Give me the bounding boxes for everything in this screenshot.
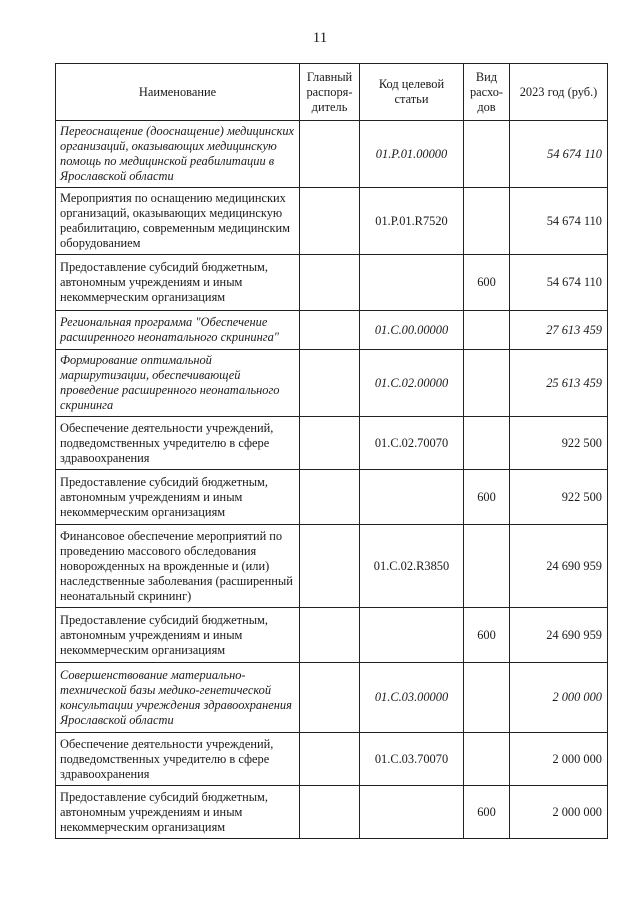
row-name: Предоставление субсидий бюджетным, автономным учреждениям и иным некоммерческим организациям: [56, 255, 300, 311]
row-main-manager: [300, 525, 360, 608]
header-expense-kind: Вид расхо-дов: [464, 64, 510, 121]
row-amount: 2 000 000: [510, 786, 608, 839]
row-name: Предоставление субсидий бюджетным, автономным учреждениям и иным некоммерческим организациям: [56, 470, 300, 525]
table-row: [56, 663, 608, 733]
row-name: Предоставление субсидий бюджетным, автономным учреждениям и иным некоммерческим организациям: [56, 608, 300, 663]
table-row: [56, 350, 608, 417]
row-main-manager: [300, 311, 360, 350]
header-amount: 2023 год (руб.): [510, 64, 608, 121]
row-main-manager: [300, 470, 360, 525]
budget-table: [55, 63, 608, 839]
row-target-code: 01.С.03.70070: [360, 733, 464, 786]
row-amount: 2 000 000: [510, 663, 608, 733]
row-name: Региональная программа "Обеспечение расширенного неонатального скрининга": [56, 311, 300, 350]
row-expense-kind: [464, 525, 510, 608]
table-row: [56, 608, 608, 663]
row-target-code: 01.С.02.00000: [360, 350, 464, 417]
row-name: Предоставление субсидий бюджетным, автономным учреждениям и иным некоммерческим организациям: [56, 786, 300, 839]
row-target-code: 01.С.03.00000: [360, 663, 464, 733]
row-amount: 27 613 459: [510, 311, 608, 350]
row-main-manager: [300, 663, 360, 733]
row-name: Обеспечение деятельности учреждений, подведомственных учредителю в сфере здравоохранения: [56, 733, 300, 786]
row-expense-kind: 600: [464, 608, 510, 663]
row-amount: 25 613 459: [510, 350, 608, 417]
row-amount: 54 674 110: [510, 188, 608, 255]
row-name: Обеспечение деятельности учреждений, подведомственных учредителю в сфере здравоохранения: [56, 417, 300, 470]
row-main-manager: [300, 255, 360, 311]
row-main-manager: [300, 188, 360, 255]
page-number: 11: [312, 30, 328, 46]
table-row: [56, 786, 608, 839]
row-amount: 54 674 110: [510, 121, 608, 188]
row-main-manager: [300, 350, 360, 417]
row-amount: 922 500: [510, 470, 608, 525]
row-expense-kind: 600: [464, 470, 510, 525]
row-target-code: 01.Р.01.00000: [360, 121, 464, 188]
header-target-code: Код целевой статьи: [360, 64, 464, 121]
table-row: [56, 188, 608, 255]
table-row: [56, 470, 608, 525]
row-main-manager: [300, 733, 360, 786]
row-main-manager: [300, 608, 360, 663]
header-main-manager: Главный распоря-дитель: [300, 64, 360, 121]
row-name: Финансовое обеспечение мероприятий по проведению массового обследования новорожденных на врожденные и (или) наследственные заболевания (расширенный неонатальный скрининг): [56, 525, 300, 608]
row-target-code: 01.С.02.70070: [360, 417, 464, 470]
row-name: Мероприятия по оснащению медицинских организаций, оказывающих медицинскую реабилитацию, современным медицинским оборудованием: [56, 188, 300, 255]
table-row: [56, 417, 608, 470]
row-amount: 2 000 000: [510, 733, 608, 786]
table-row: [56, 733, 608, 786]
row-expense-kind: [464, 311, 510, 350]
row-expense-kind: [464, 417, 510, 470]
row-main-manager: [300, 786, 360, 839]
row-expense-kind: 600: [464, 255, 510, 311]
table-row: [56, 311, 608, 350]
row-target-code: 01.С.00.00000: [360, 311, 464, 350]
table-header-row: [56, 64, 608, 121]
row-main-manager: [300, 121, 360, 188]
row-amount: 922 500: [510, 417, 608, 470]
row-target-code: 01.Р.01.R7520: [360, 188, 464, 255]
row-amount: 24 690 959: [510, 608, 608, 663]
row-expense-kind: [464, 733, 510, 786]
row-target-code: [360, 470, 464, 525]
table-row: [56, 255, 608, 311]
row-expense-kind: [464, 121, 510, 188]
row-expense-kind: [464, 350, 510, 417]
row-name: Формирование оптимальной маршрутизации, обеспечивающей проведение расширенного неонатального скрининга: [56, 350, 300, 417]
row-target-code: [360, 255, 464, 311]
row-expense-kind: [464, 188, 510, 255]
table-row: [56, 525, 608, 608]
table-row: [56, 121, 608, 188]
row-expense-kind: [464, 663, 510, 733]
header-name: Наименование: [56, 64, 300, 121]
row-main-manager: [300, 417, 360, 470]
row-amount: 54 674 110: [510, 255, 608, 311]
row-target-code: 01.С.02.R3850: [360, 525, 464, 608]
row-target-code: [360, 608, 464, 663]
row-amount: 24 690 959: [510, 525, 608, 608]
row-name: Переоснащение (дооснащение) медицинских организаций, оказывающих медицинскую помощь по медицинской реабилитации в Ярославской области: [56, 121, 300, 188]
row-expense-kind: 600: [464, 786, 510, 839]
row-name: Совершенствование материально-технической базы медико-генетической консультации учреждения здравоохранения Ярославской области: [56, 663, 300, 733]
row-target-code: [360, 786, 464, 839]
